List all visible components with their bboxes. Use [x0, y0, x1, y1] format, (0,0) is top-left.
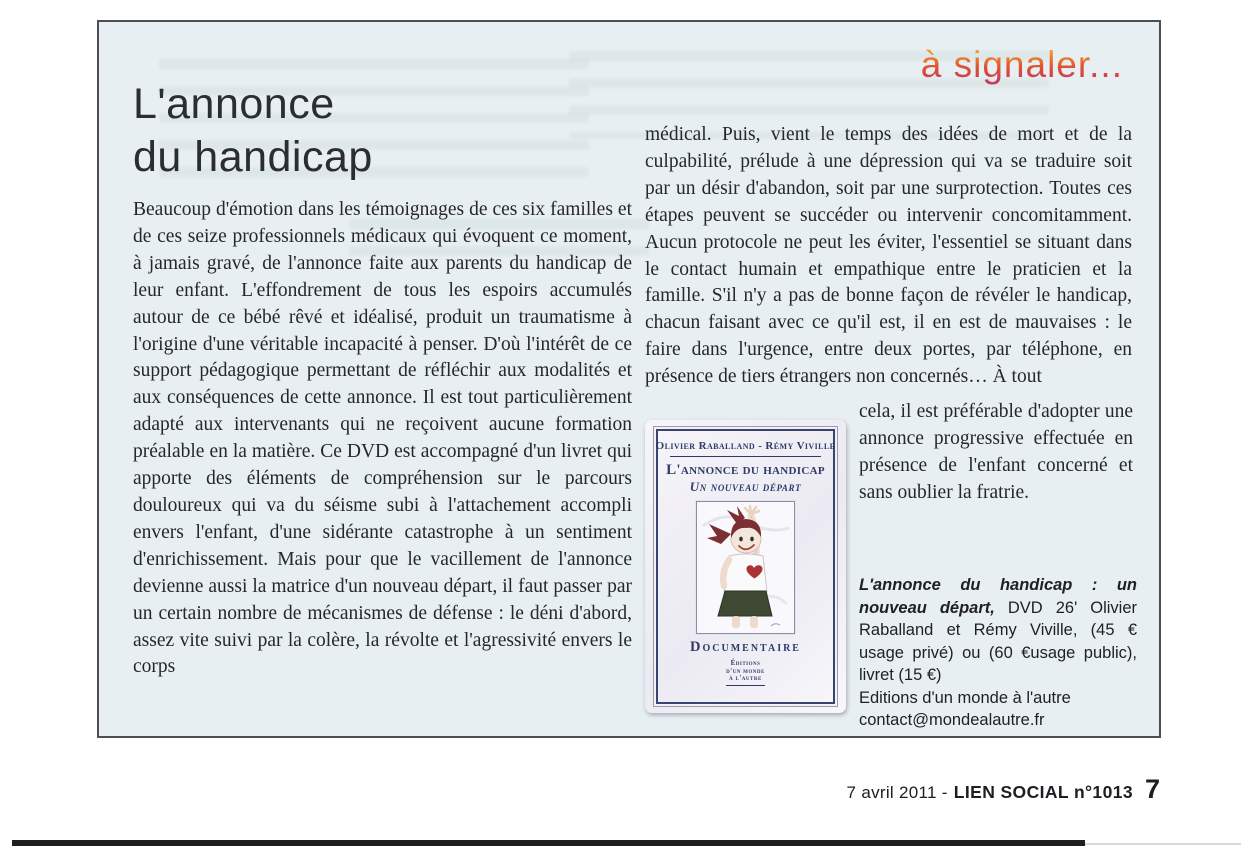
dvd-publisher-line2: d'un monde — [726, 666, 765, 675]
scan-edge-artifact-light — [1085, 843, 1241, 845]
footer-magazine: LIEN SOCIAL n°1013 — [953, 782, 1133, 802]
dvd-title: L'annonce du handicap — [666, 462, 825, 478]
caption-publisher: Editions d'un monde à l'autre — [859, 688, 1071, 707]
article-title-line2: du handicap — [133, 133, 373, 181]
dvd-publisher-line3: à l'autre — [729, 674, 762, 682]
dvd-genre: Documentaire — [690, 639, 801, 655]
article-title — [133, 78, 373, 184]
dvd-authors: Olivier Raballand - Rémy Viville — [655, 440, 836, 452]
dvd-subtitle: Un nouveau départ — [689, 479, 802, 494]
dvd-cover — [645, 420, 846, 713]
article-panel — [97, 20, 1161, 738]
article-title-line1: L'annonce — [133, 80, 335, 128]
dvd-publisher-logo — [726, 660, 765, 686]
dvd-publisher-line1: Éditions — [730, 659, 761, 667]
article-column-right-beside-cover: cela, il est préférable d'adopter une annonce progressive effectuée en présence de l'enfant concerné et sans oublier la fratrie. — [859, 401, 1133, 503]
article-column-left: Beaucoup d'émotion dans les témoignages de ces six familles et de ces seize professionnels médicaux qui évoquent ce moment, à jamais gravé, de l'annonce faite aux parents du handicap de leur enfant. L'effondrement de tous les espoirs accumulés autour de ce bébé rêvé et idéalisé, produit un traumatisme à l'origine d'une véritable incapacité à penser. D'où l'intérêt de ce support pédagogique permettant de réfléchir aux modalités et aux conséquences de cette annonce. Il est tout particulièrement adapté aux intervenants qui ne reçoivent aucune formation préalable en la matière. Ce DVD est accompagné d'un livret qui apporte des éléments de compréhension sur le parcours douloureux qui va du séisme subi à l'attachement accompli envers l'enfant, d'une sidérante catastrophe à un sentiment d'enrichissement. Mais pour que le vacillement de l'annonce devienne aussi la matrice d'un nouveau départ, il faut passer par un certain nombre de mécanismes de défense : le déni d'abord, assez vite suivi par la colère, la révolte et l'agressivité envers le corps — [133, 199, 632, 678]
caption-details: DVD 26' Olivier Raballand et Rémy Viville, (45 € usage privé) ou (60 €usage public), livret (15 €) — [859, 598, 1137, 684]
scan-edge-artifact — [12, 840, 1085, 846]
dvd-caption — [859, 574, 1137, 732]
caption-work-title: L'annonce du handicap : un nouveau départ, — [859, 576, 1137, 617]
footer-page-number: 7 — [1144, 774, 1160, 804]
dvd-cover-illustration — [696, 501, 795, 634]
caption-contact-email: contact@mondealautre.fr — [859, 711, 1045, 729]
section-label: à signaler... — [920, 44, 1123, 85]
page-footer — [847, 774, 1160, 805]
dvd-rule — [670, 456, 821, 457]
footer-date: 7 avril 2011 - — [846, 783, 948, 802]
dvd-cover-frame — [656, 429, 835, 704]
article-column-right: médical. Puis, vient le temps des idées de mort et de la culpabilité, prélude à une dépression qui va se traduire soit par un désir d'abandon, soit par une surprotection. Toutes ces étapes peuvent se succéder ou intervenir concomitamment. Aucun protocole ne peut les éviter, l'essentiel se situant dans le contact humain et empathique entre le praticien et la famille. S'il n'y a pas de bonne façon de révéler le handicap, chacun faisant avec ce qu'il est, il en est de mauvaises : le faire dans l'urgence, entre deux portes, par téléphone, en présence de tiers étrangers non concernés… À tout — [645, 124, 1132, 388]
